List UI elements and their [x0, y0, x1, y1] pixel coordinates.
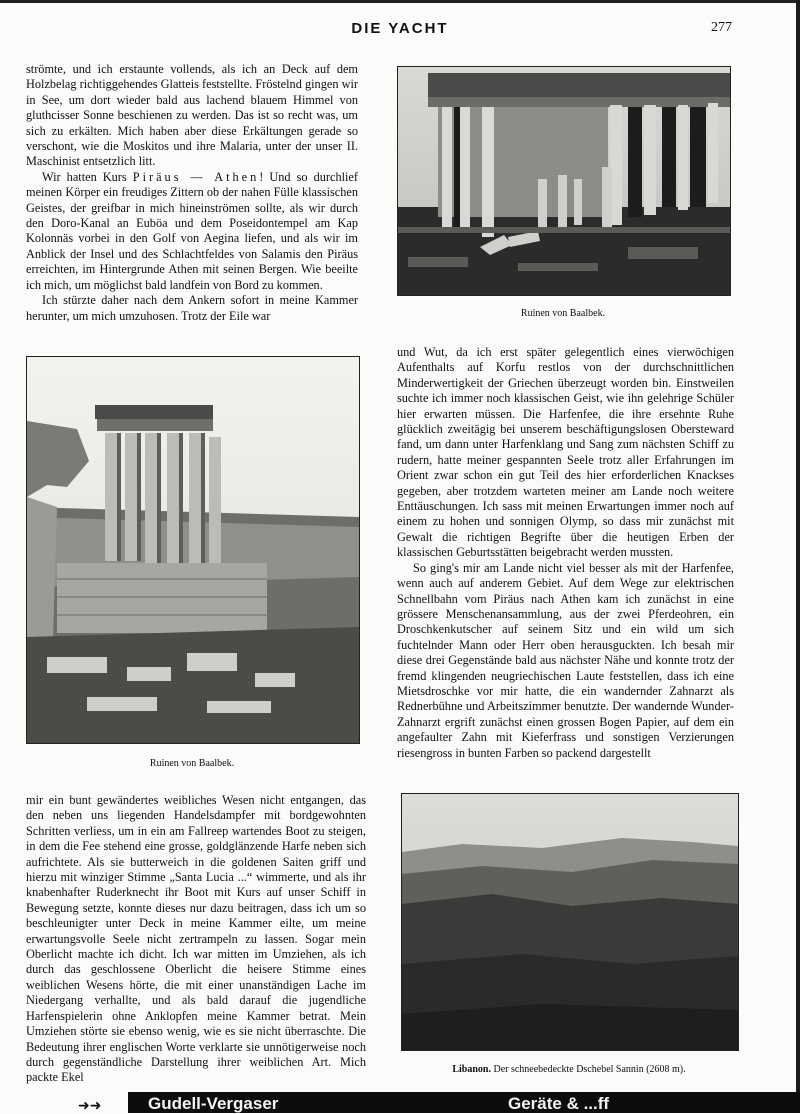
text-column-bottom-left [26, 793, 366, 1086]
paragraph: Ich stürzte daher nach dem Ankern sofort in meine Kammer herunter, um mich umzuhosen. Trotz der Eile war [26, 293, 358, 323]
paragraph: strömte, und ich erstaunte vollends, als ich an Deck auf dem Holzbelag richtiggehendes Glatteis feststellte. Fröstelnd gingen wir in See, um dort wieder bald aus lachend blauem Himmel von gluthcisser Sonne beschienen zu werden. Das ist so recht was, um sich zu erkälten. Mich haben aber diese Erkältungen gerade so verschont, wie die Moskitos und ihre Malaria, unter der unser II. Maschinist entsetzlich litt. [26, 62, 358, 169]
photo-lebanon-mountain-image [402, 794, 738, 1050]
running-header: DIE YACHT [351, 20, 449, 37]
page-edge [796, 0, 800, 1113]
spaced-destination: Piräus — Athen [132, 169, 260, 184]
caption-place: Libanon. [452, 1064, 491, 1075]
ad-left-text: Gudell-Vergaser [148, 1094, 279, 1113]
photo-caption: Ruinen von Baalbek. [520, 308, 606, 319]
text-column-right [397, 345, 734, 761]
text-column-top-left [26, 62, 358, 324]
photo-baalbek-columns [26, 356, 360, 744]
caption-text: Der schneebedeckte Dschebel Sannin (2608 m). [493, 1064, 686, 1075]
paragraph: So ging's mir am Lande nicht viel besser als mit der Harfenfee, wenn auch auf anderem Gebiet. Auf dem Wege zur elektrischen Schnellbahn vom Piräus nach Athen kam ich zunächst in eine grössere Menschenansammlung, aus der zwei Pferdeohren, ein Droschkenkutscher auf seinem Sitz und ein wild um sich fuchtelnder Mann oder Herr oben herausguckten. Ich besah mir diese drei Gegenstände bald aus nächster Nähe und konnte trotz der fremd klingenden neugriechischen Laute feststellen, dass ich eine Mietsdroschke vor mir hatte, die ein wandernder Zahnarzt als Rednerbühne und Arbeitszimmer benutzte. Der wandernde Wunder-Zahnarzt ergrift zunächst einen grossen Bogen Papier, auf dem ein angefaulter Zahn mit Kieferfrass und sonstigen Verzierungen riesengross in bunten Farben so packend dargestellt [397, 560, 734, 760]
advertisement-banner [128, 1092, 800, 1113]
arrow-icon: ➜➜ [78, 1098, 102, 1114]
photo-baalbek-temple-image [398, 67, 730, 295]
photo-caption: Ruinen von Baalbek. [149, 758, 235, 769]
paragraph: und Wut, da ich erst später gelegentlich eines vierwöchigen Aufenthalts auf Korfu restlos von der durchschnittlichen Minderwertigkeit der Griechen überzeugt worden bin. Einstweilen suchte ich immer noch klassischen Geist, wie ihn gelehrige Schüler hier erwarten müssen. Die Harfenfee, die ihre ersehnte Ruhe glücklich zweitägig bei unserem beschäftigungslosen Obersteward fand, um dann unter Harfenklang und Sang zum nächsten Schiff zu rudern, hatte meiner gespannten Seele trotz aller Erfahrungen im Orient zwar schon ein gut Teil des hier erforderlichen Knackses gegeben, aber trotzdem warteten meiner am Lande noch weitere Enttäuschungen. Ich sass mit meinen Erwartungen immer noch auf einem zu hohen und sonnigen Olymp, so dass mir zunächst mit Gewalt die richtigen Begrifte über die heutigen Erben der klassischen Geburtsstätten beigebracht werden mussten. [397, 345, 734, 560]
ad-right-text: Geräte & ...ff [508, 1094, 610, 1113]
photo-caption [401, 1064, 737, 1075]
photo-lebanon-mountain [401, 793, 739, 1051]
photo-baalbek-temple [397, 66, 731, 296]
photo-baalbek-columns-image [27, 357, 359, 743]
paragraph: Wir hatten Kurs Piräus — Athen! Und so durchlief meinen Körper ein freudiges Zittern ob der nahen Fülle klassischen Geistes, der greifbar in mich hineinströmen sollte, als wir durch den Doro-Kanal an Euböa und dem Poseidontempel am Kap Kolonnäs vorbei in den Golf von Aegina liefen, und als wir im Anblick der Insel und des Schlachtfeldes von Salamis den Piräus erreichten, im Hintergrunde Athen mit seinen Bergen. Wie beeilte ich mich, um möglichst bald landfein von Bord zu kommen. [26, 169, 358, 292]
top-border [0, 0, 800, 3]
paragraph: mir ein bunt gewändertes weibliches Wesen nicht entgangen, das den neben uns liegenden Handelsdampfer mit bordgewohnten Schritten verliess, um in ein am Fallreep wartendes Boot zu steigen, in dem die Fee stehend eine grosse, goldglänzende Harfe neben sich aufrichtete. Als sie butterweich in die goldenen Saiten griff und hierzu mit winziger Stimme „Santa Lucia ...“ wimmerte, und als ihr knabenhafter Ruderknecht ihr Boot mit Kurs auf unser Schiff in Bewegung setzte, konnte dieses nur dazu beitragen, dass ich um so beschleunigter unter Deck in meine Kammer eilte, um meine erwartungsvolle Seele nicht zertrampeln zu lassen. Sogar mein Oberlicht machte ich dicht. Ich war mitten im Umziehen, als ich durch das geschlossene Oberlicht die heisere Stimme eines weiblichen Wesens hörte, die mit einer unanständigen Lache im Niedergang verhallte, und als bald darauf die jugendliche Harfenspielerin ohne Anklopfen meine Kammer betrat. Mein Umziehen störte sie ebenso wenig, wie es sie nicht überraschte. Die Bedeutung ihrer englischen Worte verklarte sie unnötigerweise noch durch gegenständliche Darstellung ihrer weiblichen Art. Mich packte Ekel [26, 793, 366, 1085]
page-number: 277 [711, 20, 732, 35]
